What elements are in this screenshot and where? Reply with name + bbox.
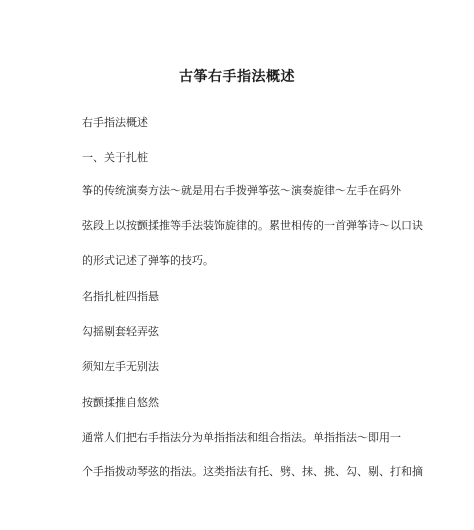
body-paragraph-line: 个手指拨动琴弦的指法。这类指法有托、劈、抹、挑、勾、剔、打和摘 [82,465,423,478]
poem-line: 名指扎桩四指悬 [82,290,159,303]
poem-line: 按颤揉推自悠然 [82,396,159,409]
body-paragraph-line: 的形式记述了弹筝的技巧。 [82,254,214,267]
body-paragraph-line: 筝的传统演奏方法～就是用右手拨弹筝弦～演奏旋律～左手在码外 [82,184,401,197]
body-paragraph-line: 弦段上以按颤揉推等手法装饰旋律的。累世相传的一首弹筝诗～以口诀 [82,219,423,232]
body-paragraph-line: 通常人们把右手指法分为单指指法和组合指法。单指指法～即用一 [82,431,401,444]
poem-line: 须知左手无别法 [82,360,159,373]
poem-line: 勾摇剔套轻弄弦 [82,325,159,338]
document-title: 古筝右手指法概述 [179,69,295,85]
section-heading: 右手指法概述 [82,116,148,129]
subsection-heading: 一、关于扎桩 [82,151,148,164]
